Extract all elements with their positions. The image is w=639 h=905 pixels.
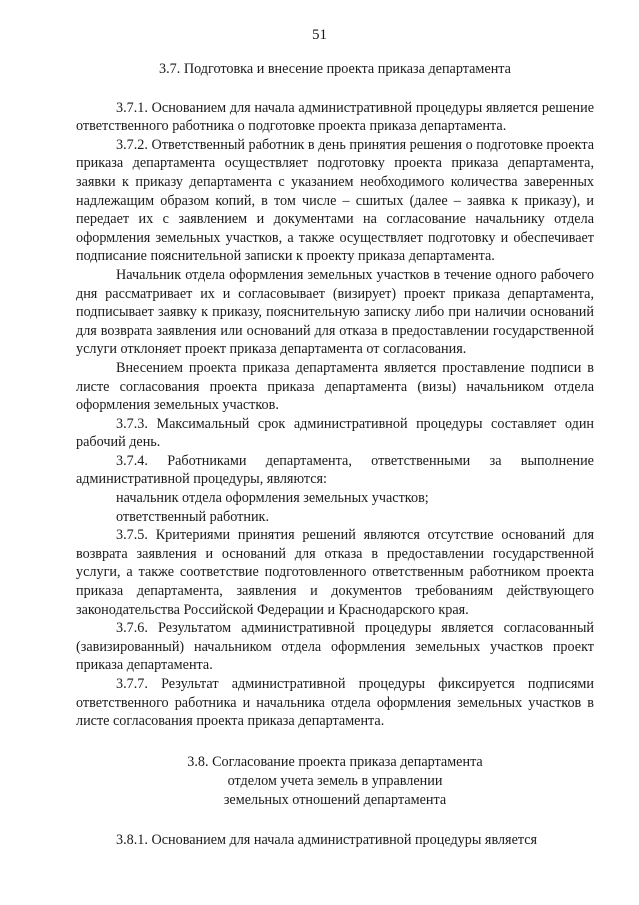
paragraph-3-7-5: 3.7.5. Критериями принятия решений являются отсутствие оснований для возврата заявления и оснований для отказа в предоставлении государственной услуги, а также соответствие подготовленного ответственным работником проекта приказа департамента, заявления и документов требованиям действующего законодательства Российской Федерации и Краснодарского края. — [76, 527, 594, 618]
paragraph-submission: Внесением проекта приказа департамента является проставление подписи в листе согласования проекта приказа департамента (визы) начальником отдела оформления земельных участков. — [76, 359, 594, 414]
paragraph-3-7-4: 3.7.4. Работниками департамента, ответственными за выполнение административной процедуры, являются: — [76, 452, 594, 488]
paragraph-3-7-2: 3.7.2. Ответственный работник в день принятия решения о подготовке проекта приказа департамента осуществляет подготовку проекта приказа департамента, заявки к приказу департамента с указанием необходимого количества заверенных надлежащим образом копий, в том числе – сшитых (далее – заявка к приказу), и передает их с заявлением и документами на согласование начальнику отдела оформления земельных участков, а также осуществляет подготовку и обеспечивает подписание пояснительной записки к проекту приказа департамента. — [76, 136, 594, 265]
section-3-8-heading-line-2: отделом учета земель в управлении — [227, 772, 443, 789]
section-3-8-heading-line-1: 3.8. Согласование проекта приказа департамента — [187, 753, 483, 770]
paragraph-3-7-3: 3.7.3. Максимальный срок административной процедуры составляет один рабочий день. — [76, 415, 594, 451]
document-body — [76, 60, 594, 849]
paragraph-3-7-6: 3.7.6. Результатом административной процедуры является согласованный (завизированный) начальником отдела оформления земельных участков проект приказа департамента. — [76, 620, 594, 674]
section-3-8-heading-line-3: земельных отношений департамента — [223, 791, 447, 808]
section-3-8-heading — [76, 753, 594, 810]
paragraph-3-7-7: 3.7.7. Результат административной процедуры фиксируется подписями ответственного работника и начальника отдела оформления земельных участков в листе согласования проекта приказа департамента. — [76, 676, 594, 730]
section-3-7-heading: 3.7. Подготовка и внесение проекта приказа департамента — [159, 61, 511, 77]
list-item-responsible-employee: ответственный работник. — [116, 508, 270, 525]
paragraph-3-7-1: 3.7.1. Основанием для начала административной процедуры является решение ответственного работника о подготовке проекта приказа департамента. — [76, 99, 594, 135]
page-number: 51 — [312, 27, 327, 43]
paragraph-head-approval: Начальник отдела оформления земельных участков в течение одного рабочего дня рассматривает их и согласовывает (визирует) проект приказа департамента, подписывает заявку к приказу, пояснительную записку либо при наличии оснований для возврата заявления или оснований для отказа в предоставлении государственной услуги отклоняет проект приказа департамента от согласования. — [76, 266, 594, 358]
paragraph-3-8-1: 3.8.1. Основанием для начала административной процедуры является — [116, 831, 538, 848]
list-item-head-of-department: начальник отдела оформления земельных участков; — [116, 490, 429, 507]
